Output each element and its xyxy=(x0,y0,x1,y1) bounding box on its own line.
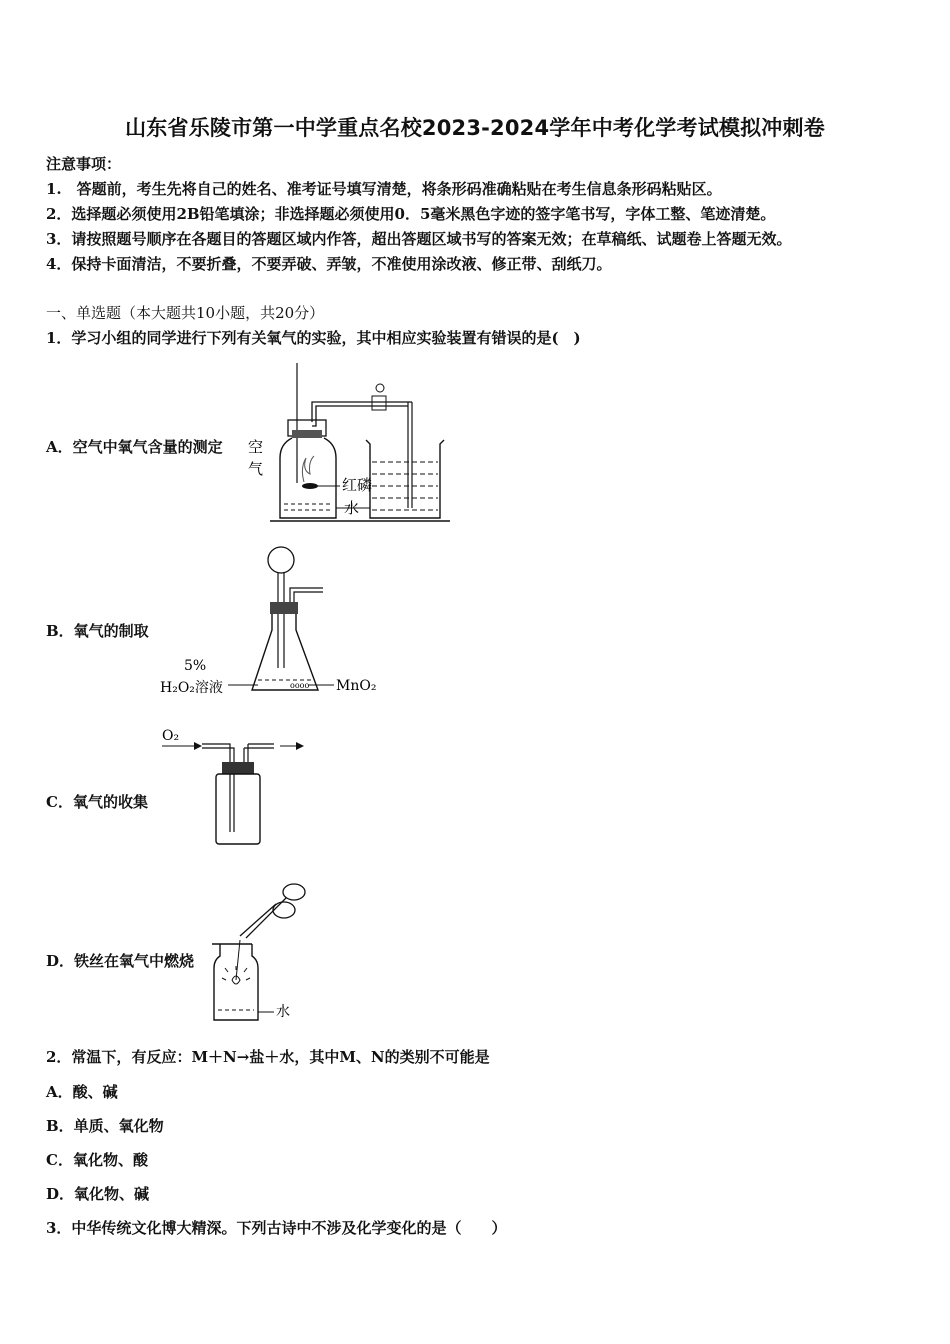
label-h2o2-solution: H₂O₂溶液 xyxy=(160,680,223,696)
label-concentration: 5% xyxy=(184,658,207,674)
q2-option-b[interactable]: B．单质、氧化物 xyxy=(46,1117,164,1135)
label-water: 水 xyxy=(344,499,360,517)
q2-stem: 2．常温下，有反应：M＋N→盐＋水，其中M、N的类别不可能是 xyxy=(46,1048,490,1066)
q1-option-c[interactable]: C．氧气的收集 xyxy=(46,793,148,811)
section-heading: 一、单选题（本大题共10小题，共20分） xyxy=(46,304,325,322)
label-air: 气 xyxy=(248,460,264,478)
q1-stem: 1．学习小组的同学进行下列有关氧气的实验，其中相应实验装置有错误的是( ) xyxy=(46,329,581,347)
label-red-phosphorus: 红磷 xyxy=(342,476,373,494)
q1-option-a[interactable]: A．空气中氧气含量的测定 xyxy=(46,438,223,456)
label-air: 空 xyxy=(248,438,264,456)
page-title: 山东省乐陵市第一中学重点名校2023-2024学年中考化学考试模拟冲刺卷 xyxy=(125,116,825,140)
label-o2: O₂ xyxy=(162,728,180,744)
svg-text:oooo: oooo xyxy=(290,681,310,690)
oxygen-content-apparatus xyxy=(240,358,460,528)
q2-option-c[interactable]: C．氧化物、酸 xyxy=(46,1151,148,1169)
oxygen-collection-apparatus xyxy=(156,722,316,852)
q2-option-a[interactable]: A．酸、碱 xyxy=(46,1083,118,1101)
notice-item: 3．请按照题号顺序在各题目的答题区域内作答，超出答题区域书写的答案无效；在草稿纸、试题卷上答题无效。 xyxy=(46,230,792,248)
iron-wire-burning-apparatus xyxy=(206,880,316,1030)
q1-option-b[interactable]: B．氧气的制取 xyxy=(46,622,149,640)
label-mno2: MnO₂ xyxy=(336,678,377,694)
notice-item: 2．选择题必须使用2B铅笔填涂；非选择题必须使用0．5毫米黑色字迹的签字笔书写，字体工整、笔迹清楚。 xyxy=(46,205,776,223)
notice-item: 4．保持卡面清洁，不要折叠，不要弄破、弄皱，不准使用涂改液、修正带、刮纸刀。 xyxy=(46,255,612,273)
notice-heading: 注意事项： xyxy=(46,155,122,173)
q1-option-d[interactable]: D．铁丝在氧气中燃烧 xyxy=(46,952,195,970)
label-water: 水 xyxy=(276,1004,290,1020)
q3-stem: 3．中华传统文化博大精深。下列古诗中不涉及化学变化的是（ ） xyxy=(46,1219,507,1237)
notice-item: 1. 答题前，考生先将自己的姓名、准考证号填写清楚，将条形码准确粘贴在考生信息条形码粘贴区。 xyxy=(46,180,722,198)
q2-option-d[interactable]: D．氧化物、碱 xyxy=(46,1185,150,1203)
oxygen-generation-apparatus xyxy=(158,540,388,700)
